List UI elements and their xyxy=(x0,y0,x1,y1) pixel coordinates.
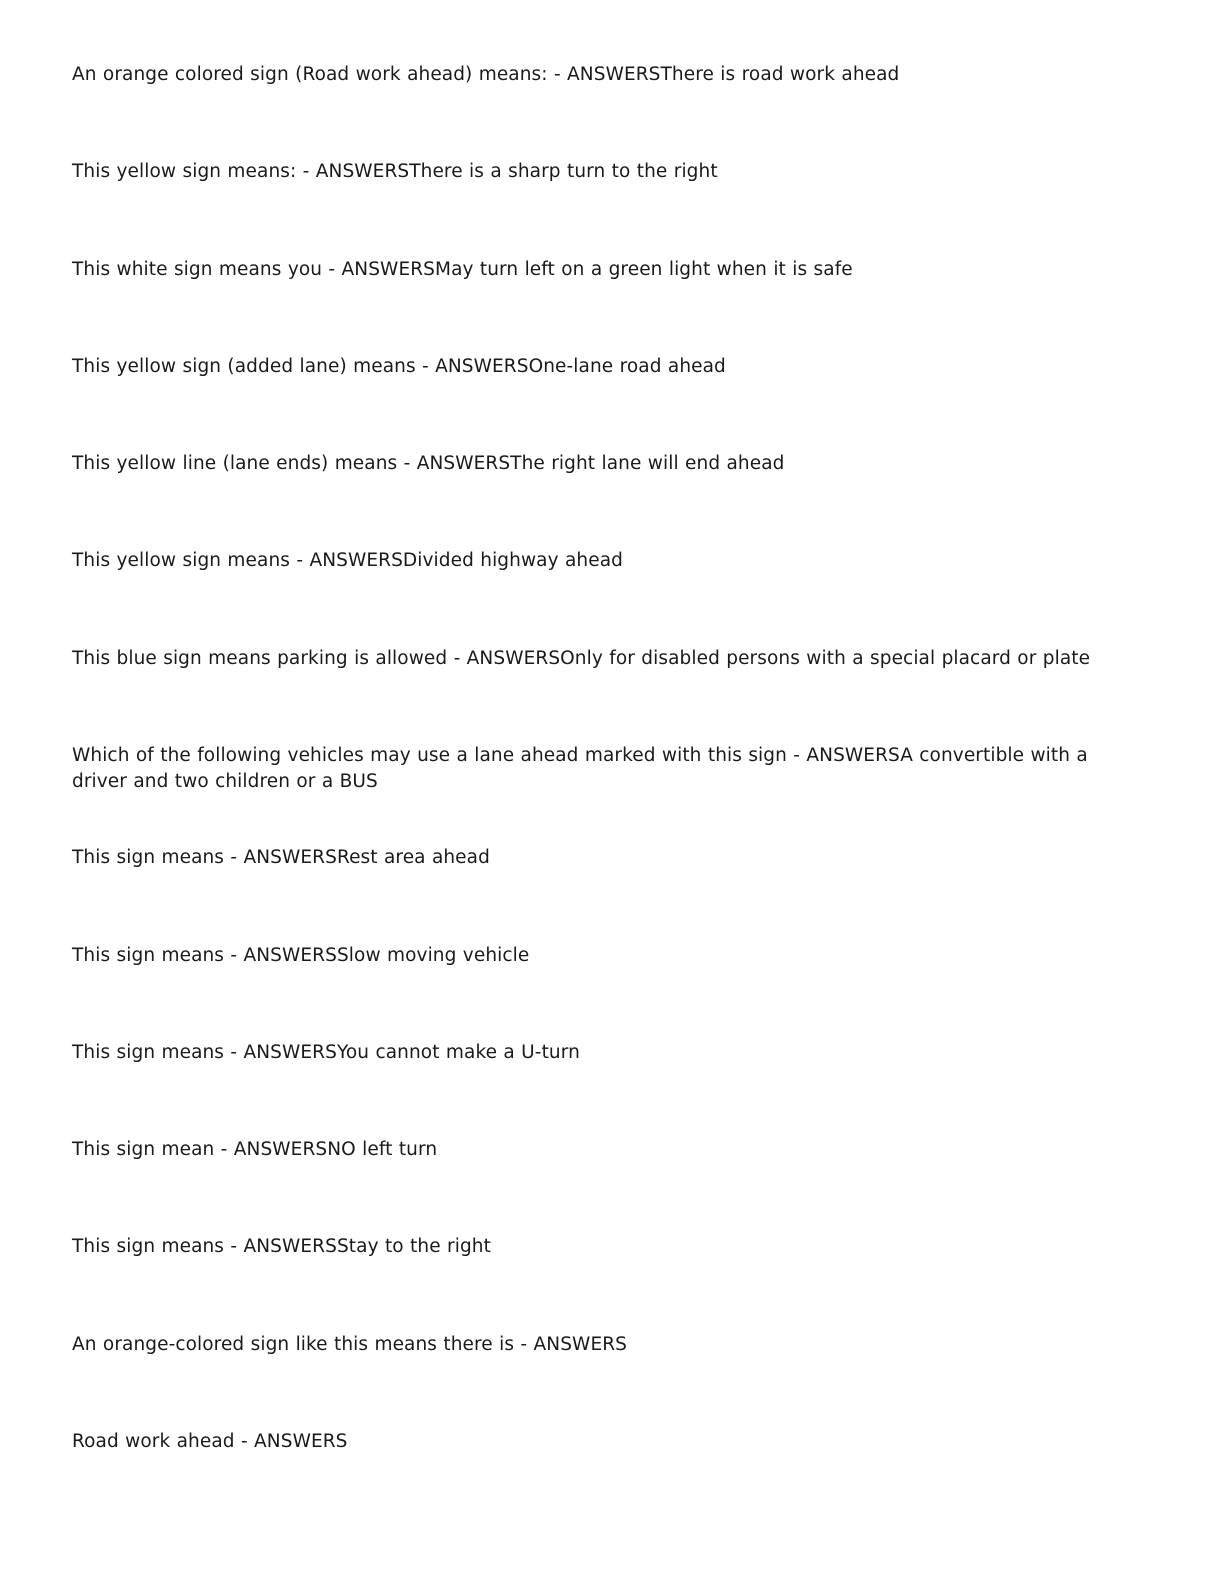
document-paragraph: This yellow line (lane ends) means - ANSWERSThe right lane will end ahead xyxy=(72,453,785,475)
document-paragraph: This sign means - ANSWERSYou cannot make a U-turn xyxy=(72,1041,580,1063)
document-paragraph: This sign mean - ANSWERSNO left turn xyxy=(72,1139,438,1161)
document-paragraph: This yellow sign means: - ANSWERSThere is a sharp turn to the right xyxy=(72,161,718,183)
document-paragraph: An orange-colored sign like this means there is - ANSWERS xyxy=(72,1333,628,1355)
document-paragraph: This yellow sign (added lane) means - ANSWERSOne-lane road ahead xyxy=(72,355,726,377)
document-paragraph: This yellow sign means - ANSWERSDivided highway ahead xyxy=(72,550,623,572)
document-paragraph: This white sign means you - ANSWERSMay turn left on a green light when it is safe xyxy=(72,258,853,280)
document-paragraph: An orange colored sign (Road work ahead) means: - ANSWERSThere is road work ahead xyxy=(72,64,900,85)
document-paragraph: This sign means - ANSWERSSlow moving vehicle xyxy=(72,944,530,966)
document-paragraph: Which of the following vehicles may use a lane ahead marked with this sign - ANSWERSA convertible with a driver and two children or a BUS xyxy=(72,744,1088,793)
document-paragraph: This sign means - ANSWERSStay to the right xyxy=(72,1236,491,1258)
document-paragraph: This blue sign means parking is allowed - ANSWERSOnly for disabled persons with a special placard or plate xyxy=(72,647,1091,669)
document-body xyxy=(72,62,1114,1455)
document-paragraph: This sign means - ANSWERSRest area ahead xyxy=(72,847,490,869)
document-paragraph: Road work ahead - ANSWERS xyxy=(72,1430,348,1452)
